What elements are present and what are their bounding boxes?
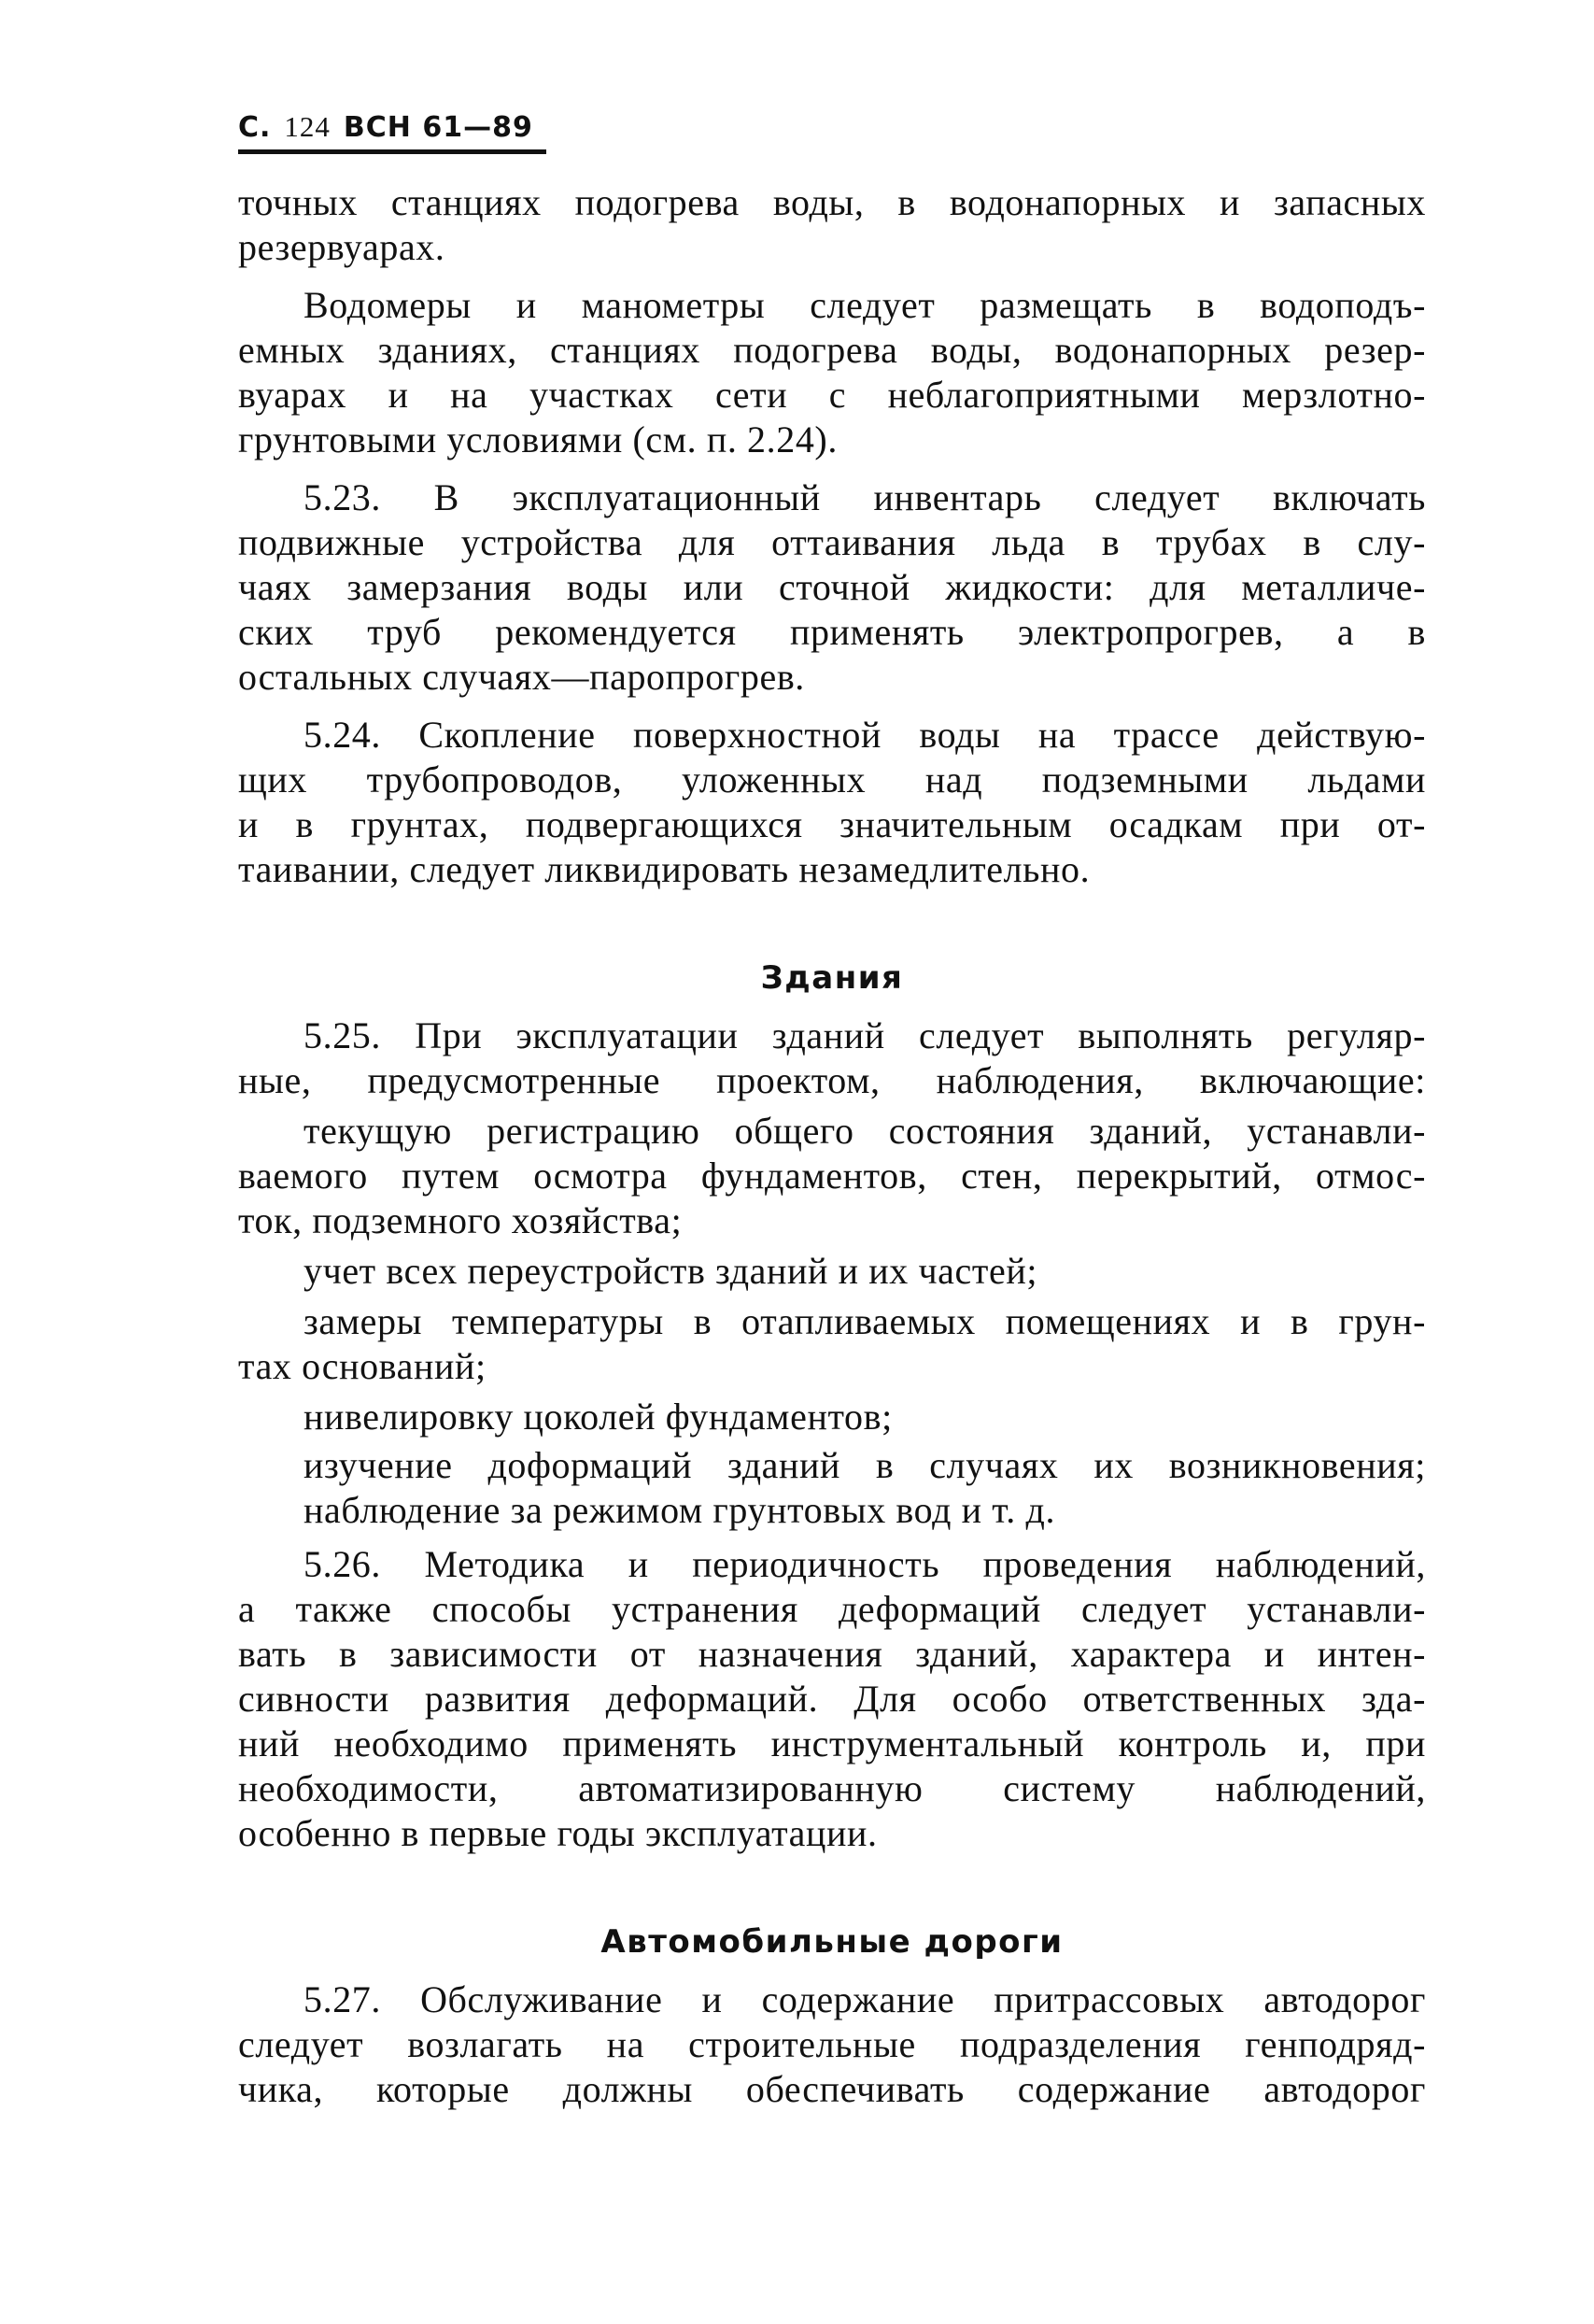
text-line: ских труб рекомендуется применять электропрогрев, а в [238,611,1426,653]
text-line: ные, предусмотренные проектом, наблюдения, включающие: [238,1059,1426,1101]
text-line: вуарах и на участках сети с неблагоприятными мерзлотно- [238,374,1426,416]
text-line: замеры температуры в отапливаемых помещениях и в грун- [303,1300,1426,1342]
header-prefix: С. [238,111,272,144]
text-line: резервуарах. [238,226,445,268]
text-line: 5.23. В эксплуатационный инвентарь следует включать [303,476,1426,518]
text-line: и в грунтах, подвергающихся значительным осадкам при от- [238,803,1426,845]
body-text [238,180,1426,2112]
list-item [238,1488,1426,1533]
text-line: 5.27. Обслуживание и содержание притрассовых автодорог [303,1978,1426,2020]
paragraph-5-27 [238,1977,1426,2112]
paragraph-5-23 [238,475,1426,700]
paragraph [238,180,1426,270]
text-line: учет всех переустройств зданий и их частей; [303,1250,1038,1292]
text-line: следует возлагать на строительные подразделения генподряд- [238,2023,1426,2065]
header-document-code: ВСН 61—89 [343,111,533,144]
text-line: остальных случаях—паропрогрев. [238,656,805,698]
section-heading-roads: Автомобильные дороги [600,1923,1064,1961]
text-line: емных зданиях, станциях подогрева воды, водонапорных резер- [238,329,1426,371]
paragraph-5-25 [238,1013,1426,1103]
text-line: текущую регистрацию общего состояния зданий, устанавли- [303,1110,1426,1152]
list-item [238,1249,1426,1294]
page-header [238,110,546,154]
text-line: необходимости, автоматизированную систему наблюдений, [238,1767,1426,1809]
list-item [238,1109,1426,1243]
text-line: 5.24. Скопление поверхностной воды на трассе действую- [303,714,1426,756]
section-heading-buildings: Здания [760,959,904,997]
text-line: 5.25. При эксплуатации зданий следует выполнять регуляр- [303,1014,1426,1056]
text-line: чика, которые должны обеспечивать содержание автодорог [238,2068,1426,2110]
text-line: 5.26. Методика и периодичность проведения наблюдений, [303,1543,1426,1585]
text-line: ний необходимо применять инструментальный контроль и, при [238,1722,1426,1764]
text-line: щих трубопроводов, уложенных над подземными льдами [238,758,1426,801]
text-line: вать в зависимости от назначения зданий, характера и интен- [238,1633,1426,1675]
text-line: изучение доформаций зданий в случаях их возникновения; [303,1444,1426,1486]
document-page [238,110,1426,2112]
text-line: а также способы устранения деформаций следует устанавли- [238,1588,1426,1630]
list-item [238,1395,1426,1439]
text-line: грунтовыми условиями (см. п. 2.24). [238,418,838,461]
list-item [238,1443,1426,1488]
text-line: особенно в первые годы эксплуатации. [238,1812,878,1854]
text-line: наблюдение за режимом грунтовых вод и т. д. [303,1489,1056,1531]
text-line: ток, подземного хозяйства; [238,1199,683,1241]
header-page-number: 124 [284,110,331,143]
text-line: подвижные устройства для оттаивания льда в трубах в слу- [238,521,1426,563]
text-line: нивелировку цоколей фундаментов; [303,1396,893,1438]
text-line: ваемого путем осмотра фундаментов, стен, перекрытий, отмос- [238,1155,1426,1197]
paragraph-5-26 [238,1542,1426,1856]
paragraph-5-24 [238,713,1426,892]
text-line: тах оснований; [238,1345,487,1387]
paragraph [238,283,1426,462]
text-line: чаях замерзания воды или сточной жидкости: для металличе- [238,566,1426,608]
text-line: таивании, следует ликвидировать незамедлительно. [238,848,1091,890]
list-item [238,1299,1426,1389]
text-line: сивности развития деформаций. Для особо ответственных зда- [238,1678,1426,1720]
text-line: Водомеры и манометры следует размещать в водоподъ- [303,284,1426,326]
text-line: точных станциях подогрева воды, в водонапорных и запасных [238,181,1426,223]
